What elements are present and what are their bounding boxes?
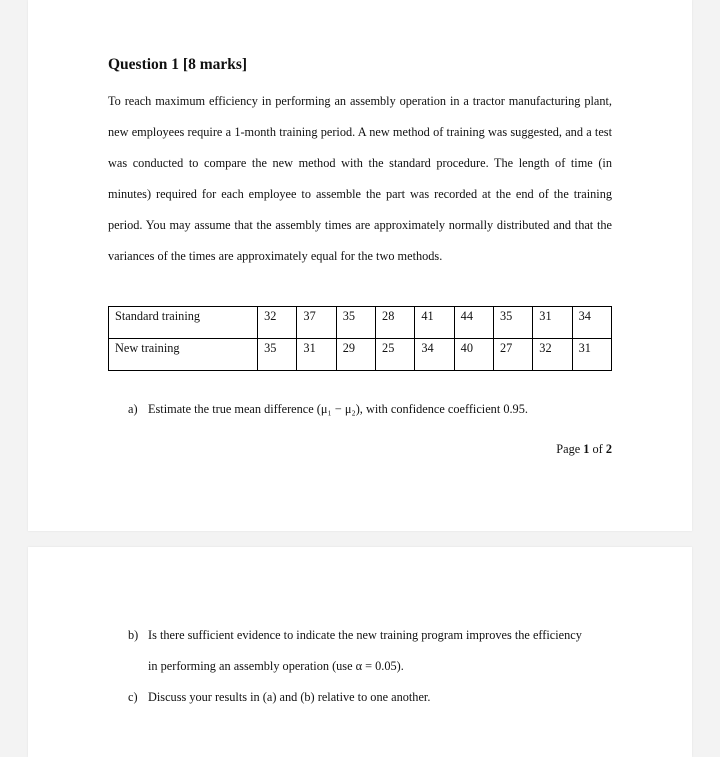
part-c-text: Discuss your results in (a) and (b) relative to one another. bbox=[148, 690, 431, 704]
part-b-continued bbox=[148, 651, 404, 682]
table-cell: 31 bbox=[572, 339, 611, 371]
table-row bbox=[109, 339, 612, 371]
part-c-marker: c) bbox=[128, 690, 138, 704]
page-2 bbox=[28, 547, 692, 757]
page-number-total: 2 bbox=[605, 442, 612, 456]
part-a bbox=[128, 394, 528, 425]
table-cell: 35 bbox=[493, 307, 532, 339]
row-label: Standard training bbox=[109, 307, 258, 339]
part-a-marker: a) bbox=[128, 402, 138, 416]
row-label: New training bbox=[109, 339, 258, 371]
table-cell: 28 bbox=[376, 307, 415, 339]
table-cell: 41 bbox=[415, 307, 454, 339]
part-b-line2: in performing an assembly operation (use α = 0.05). bbox=[148, 659, 404, 673]
table-cell: 37 bbox=[297, 307, 336, 339]
page-number-of: of bbox=[589, 442, 606, 456]
table-cell: 35 bbox=[258, 339, 297, 371]
table-cell: 31 bbox=[533, 307, 572, 339]
table-cell: 27 bbox=[493, 339, 532, 371]
table-cell: 34 bbox=[572, 307, 611, 339]
part-b-line1: Is there sufficient evidence to indicate the new training program improves the efficiency bbox=[148, 628, 582, 642]
table-cell: 29 bbox=[336, 339, 375, 371]
table-cell: 31 bbox=[297, 339, 336, 371]
page-number-prefix: Page bbox=[556, 442, 584, 456]
part-c bbox=[128, 682, 430, 713]
table-cell: 40 bbox=[454, 339, 493, 371]
page-number-current: 1 bbox=[583, 442, 590, 456]
training-times-table bbox=[108, 306, 612, 371]
question-title: Question 1 [8 marks] bbox=[108, 56, 248, 73]
part-b-marker: b) bbox=[128, 628, 139, 642]
table-row bbox=[109, 307, 612, 339]
table-cell: 44 bbox=[454, 307, 493, 339]
table-cell: 32 bbox=[258, 307, 297, 339]
part-b bbox=[128, 620, 582, 651]
table-cell: 25 bbox=[376, 339, 415, 371]
table-cell: 34 bbox=[415, 339, 454, 371]
part-a-text: Estimate the true mean difference (μ₁ − μ₂), with confidence coefficient 0.95. bbox=[148, 402, 528, 416]
intro-paragraph: To reach maximum efficiency in performing an assembly operation in a tractor manufacturing plant, new employees require a 1-month training period. A new method of training was suggested, and a test was conducted to compare the new method with the standard procedure. The length of time (in minutes) required for each employee to assemble the part was recorded at the end of the training period. You may assume that the assembly times are approximately normally distributed and that the variances of the times are approximately equal for the two methods. bbox=[108, 94, 612, 263]
page-number bbox=[556, 442, 612, 457]
table-cell: 35 bbox=[336, 307, 375, 339]
page-1 bbox=[28, 0, 692, 531]
table-cell: 32 bbox=[533, 339, 572, 371]
